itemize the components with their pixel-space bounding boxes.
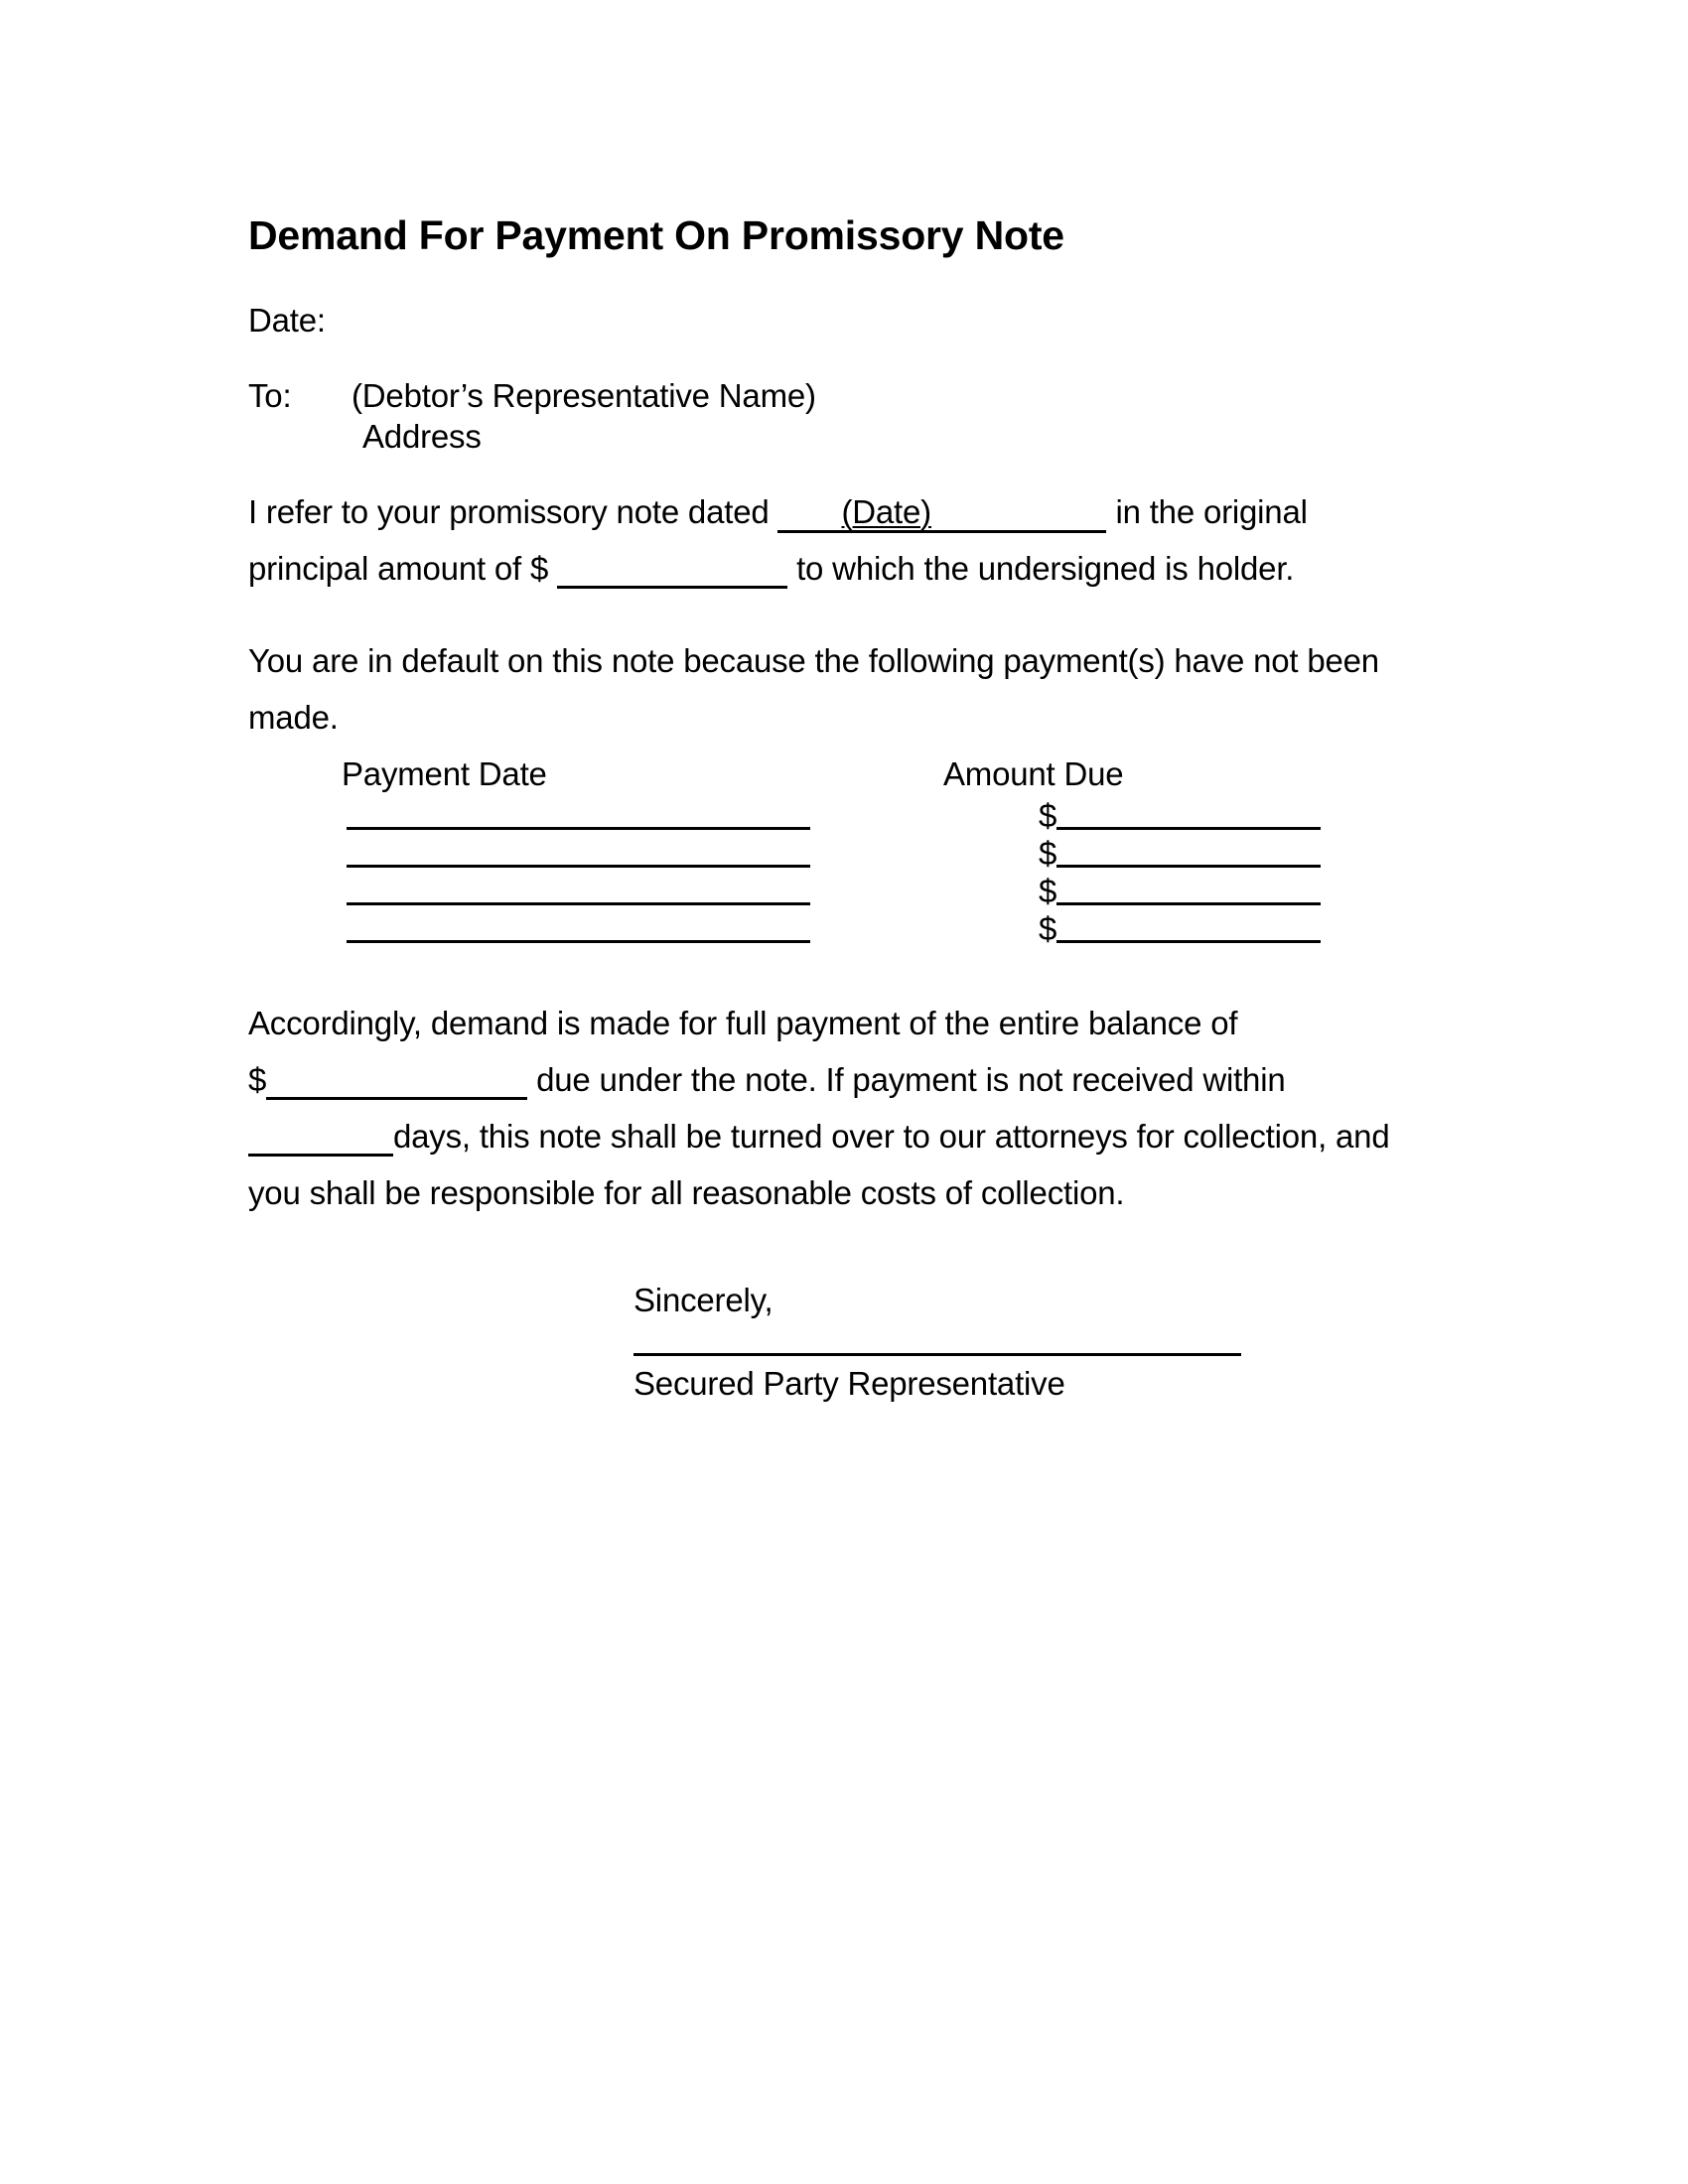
intro-paragraph bbox=[248, 483, 1308, 597]
dollar-sign: $ bbox=[1039, 835, 1057, 872]
intro-line1-before: I refer to your promissory note dated bbox=[248, 493, 770, 530]
payment-date-blank bbox=[347, 865, 810, 868]
default-line-1: You are in default on this note because the following payment(s) have not been bbox=[248, 642, 1379, 679]
intro-line2-after: to which the undersigned is holder. bbox=[796, 550, 1295, 587]
payment-date-header: Payment Date bbox=[342, 755, 547, 792]
intro-line-1 bbox=[248, 483, 1308, 540]
salutation: Sincerely, bbox=[633, 1282, 774, 1318]
amount-cell bbox=[1039, 832, 1321, 870]
document-title: Demand For Payment On Promissory Note bbox=[248, 212, 1064, 258]
intro-line2-before: principal amount of $ bbox=[248, 550, 549, 587]
payment-row bbox=[0, 870, 1688, 907]
payments-table bbox=[0, 794, 1688, 945]
days-blank bbox=[248, 1154, 393, 1157]
signer-title: Secured Party Representative bbox=[633, 1365, 1065, 1402]
dollar-sign: $ bbox=[1039, 873, 1057, 909]
signature-line bbox=[633, 1353, 1241, 1356]
demand-line3-after: days, this note shall be turned over to our attorneys for collection, and bbox=[393, 1118, 1390, 1155]
intro-line1-after: in the original bbox=[1115, 493, 1308, 530]
demand-line-4: you shall be responsible for all reasonable costs of collection. bbox=[248, 1174, 1125, 1211]
amount-cell bbox=[1039, 870, 1321, 907]
to-label: To: bbox=[248, 377, 292, 414]
balance-amount-blank bbox=[266, 1097, 527, 1100]
payment-row bbox=[0, 794, 1688, 832]
amount-due-blank bbox=[1056, 902, 1321, 905]
intro-line-2 bbox=[248, 540, 1308, 597]
date-blank-label: (Date) bbox=[841, 493, 931, 530]
amount-due-blank bbox=[1056, 865, 1321, 868]
demand-line-2 bbox=[248, 1051, 1390, 1108]
recipient-address: Address bbox=[362, 418, 482, 455]
payment-date-blank bbox=[347, 902, 810, 905]
date-label: Date: bbox=[248, 302, 326, 339]
payment-date-blank bbox=[347, 827, 810, 830]
demand-line2-after: due under the note. If payment is not received within bbox=[536, 1061, 1286, 1098]
principal-amount-blank bbox=[557, 586, 787, 589]
amount-cell bbox=[1039, 907, 1321, 945]
amount-cell bbox=[1039, 794, 1321, 832]
recipient-name: (Debtor’s Representative Name) bbox=[352, 377, 816, 414]
payment-row bbox=[0, 832, 1688, 870]
demand-line-3 bbox=[248, 1108, 1390, 1164]
date-blank bbox=[777, 494, 1106, 533]
dollar-sign: $ bbox=[248, 1061, 267, 1098]
payment-row bbox=[0, 907, 1688, 945]
default-paragraph bbox=[248, 632, 1379, 746]
amount-due-blank bbox=[1056, 940, 1321, 943]
amount-due-header: Amount Due bbox=[943, 755, 1124, 792]
dollar-sign: $ bbox=[1039, 797, 1057, 834]
dollar-sign: $ bbox=[1039, 910, 1057, 947]
recipient-line bbox=[248, 375, 816, 416]
demand-line-1: Accordingly, demand is made for full payment of the entire balance of bbox=[248, 1005, 1238, 1041]
recipient-block bbox=[248, 375, 816, 457]
payment-date-blank bbox=[347, 940, 810, 943]
amount-due-blank bbox=[1056, 827, 1321, 830]
default-line-2: made. bbox=[248, 699, 339, 736]
demand-paragraph bbox=[248, 995, 1390, 1221]
